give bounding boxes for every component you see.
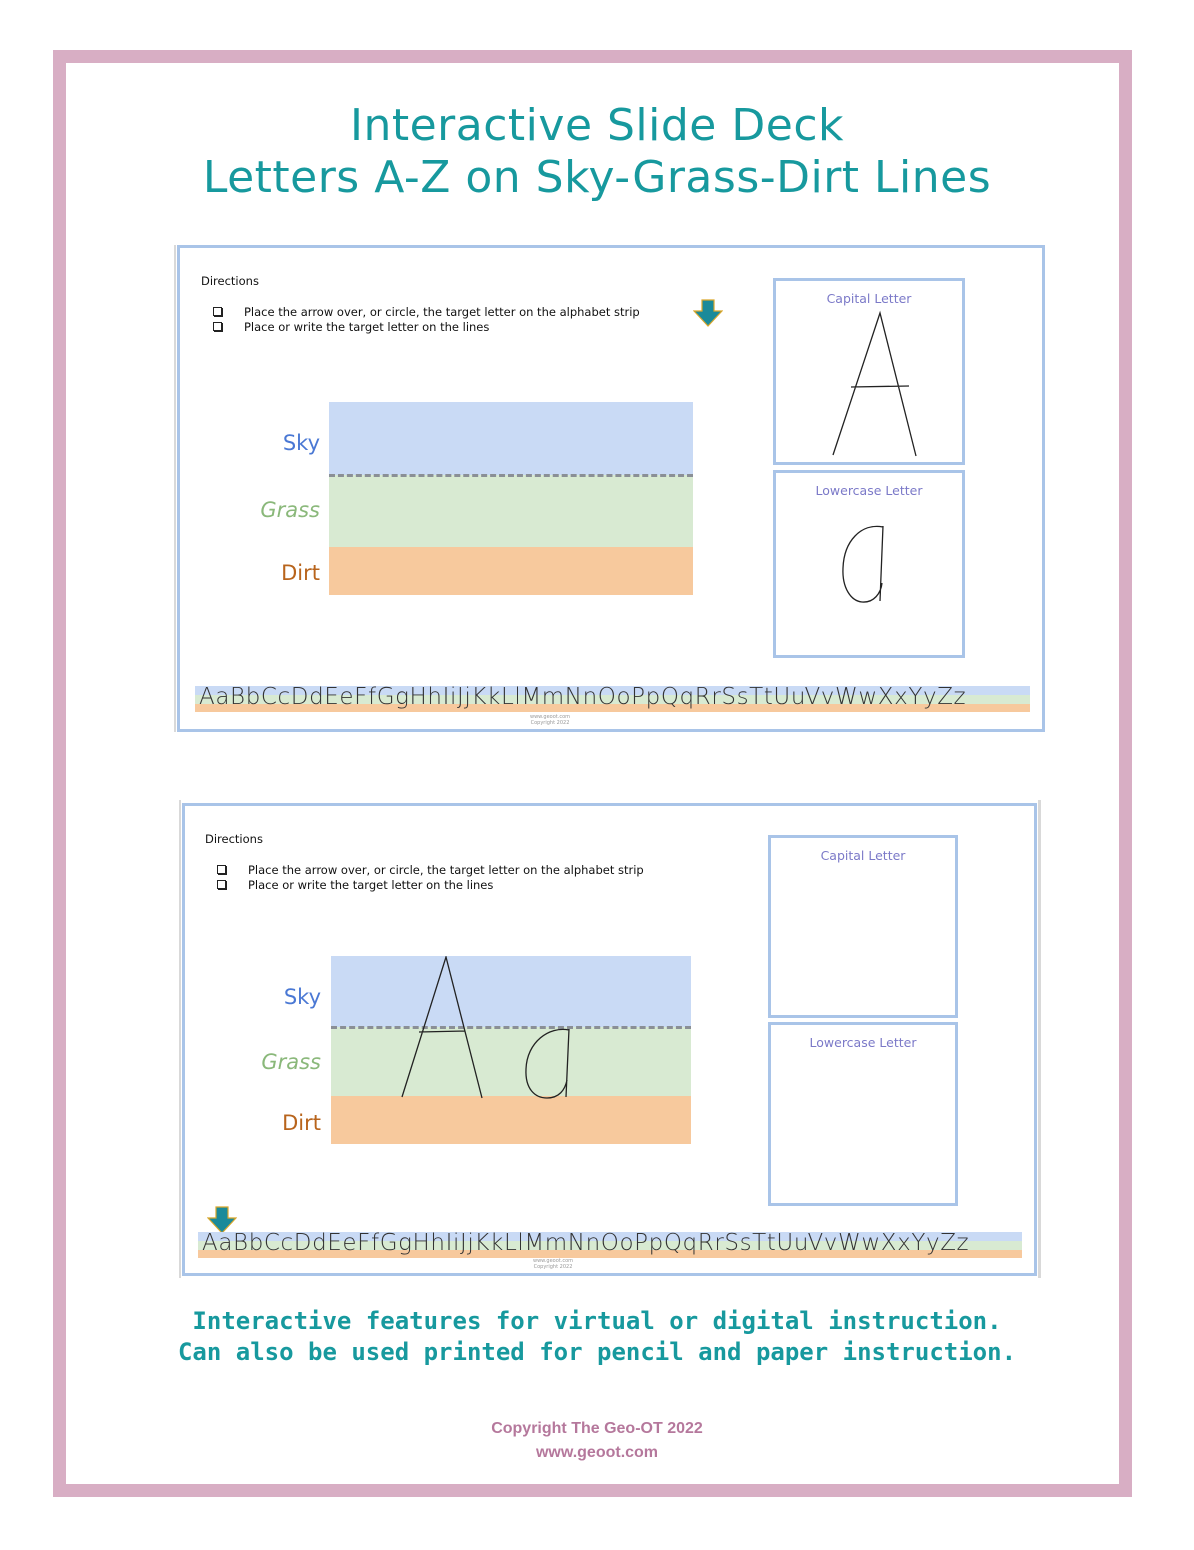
capital-letter-label: Capital Letter — [826, 291, 912, 306]
alphabet-strip[interactable] — [195, 686, 1030, 712]
direction-item — [205, 877, 644, 892]
lowercase-letter-label: Lowercase Letter — [809, 1035, 917, 1050]
title-line-2: Letters A-Z on Sky-Grass-Dirt Lines — [202, 152, 992, 203]
checkbox-icon[interactable] — [213, 322, 222, 331]
alphabet-strip-letters: AaBbCcDdEeFfGgHhIiJjKkLlMmNnOoPpQqRrSsTtUuVvWwXxYyZz — [202, 1232, 970, 1256]
sky-label: Sky — [283, 985, 321, 1009]
lowercase-letter-box[interactable] — [768, 1022, 958, 1206]
capital-letter-box[interactable] — [768, 835, 958, 1018]
copyright-text: Copyright The Geo-OT 2022 — [491, 1420, 703, 1437]
capital-letter-box[interactable] — [773, 278, 965, 465]
checkbox-icon[interactable] — [213, 307, 222, 316]
directions — [201, 274, 640, 334]
strip-credit-copyright: Copyright 2022 — [530, 720, 570, 726]
direction-text: Place the arrow over, or circle, the target letter on the alphabet strip — [244, 304, 640, 319]
grass-label: Grass — [260, 498, 320, 522]
direction-item — [201, 304, 640, 319]
lowercase-letter-box[interactable] — [773, 470, 965, 658]
direction-item — [201, 319, 640, 334]
slide-1-shadow — [174, 245, 176, 732]
writing-lines[interactable] — [331, 956, 691, 1144]
writing-lines[interactable] — [329, 402, 693, 595]
dirt-label: Dirt — [282, 1111, 321, 1135]
page-title — [0, 100, 1194, 204]
grass-label: Grass — [261, 1050, 321, 1074]
down-arrow-icon[interactable] — [693, 299, 723, 327]
strip-credit — [513, 1258, 593, 1270]
direction-text: Place the arrow over, or circle, the target letter on the alphabet strip — [248, 862, 644, 877]
sky-label: Sky — [282, 431, 320, 455]
checkbox-icon[interactable] — [217, 865, 226, 874]
direction-text: Place or write the target letter on the lines — [248, 877, 494, 892]
tagline — [0, 1306, 1194, 1368]
tagline-line-2: Can also be used printed for pencil and paper instruction. — [177, 1338, 1017, 1366]
directions — [205, 832, 644, 892]
grass-band — [329, 475, 693, 547]
slide-1[interactable] — [177, 245, 1045, 732]
directions-title: Directions — [205, 832, 263, 846]
lowercase-letter-label: Lowercase Letter — [815, 483, 923, 498]
slide-2[interactable] — [182, 803, 1037, 1276]
dirt-label: Dirt — [281, 561, 320, 585]
midline-dashed — [329, 474, 693, 477]
directions-title: Directions — [201, 274, 259, 288]
capital-letter-label: Capital Letter — [820, 848, 906, 863]
strip-credit — [510, 714, 590, 726]
strip-credit-url: www.geoot.com — [530, 714, 570, 720]
alphabet-strip[interactable] — [198, 1232, 1022, 1258]
dirt-band — [329, 547, 693, 595]
title-line-1: Interactive Slide Deck — [350, 100, 844, 151]
slide-2-shadow-left — [179, 800, 181, 1278]
sky-band — [329, 402, 693, 475]
alphabet-strip-letters: AaBbCcDdEeFfGgHhIiJjKkLlMmNnOoPpQqRrSsTtUuVvWwXxYyZz — [199, 686, 967, 710]
down-arrow-icon[interactable] — [207, 1206, 237, 1234]
direction-text: Place or write the target letter on the lines — [244, 319, 490, 334]
slide-2-shadow-right — [1038, 800, 1041, 1278]
handwritten-lowercase-a-icon — [776, 473, 962, 655]
handwritten-capital-a-icon — [776, 281, 962, 462]
copyright-block — [0, 1417, 1194, 1465]
strip-credit-url: www.geoot.com — [533, 1258, 573, 1264]
handwritten-aa-on-lines-icon — [331, 956, 691, 1144]
strip-credit-copyright: Copyright 2022 — [533, 1264, 573, 1270]
checkbox-icon[interactable] — [217, 880, 226, 889]
direction-item — [205, 862, 644, 877]
website-link[interactable]: www.geoot.com — [535, 1444, 659, 1461]
tagline-line-1: Interactive features for virtual or digital instruction. — [192, 1307, 1002, 1335]
